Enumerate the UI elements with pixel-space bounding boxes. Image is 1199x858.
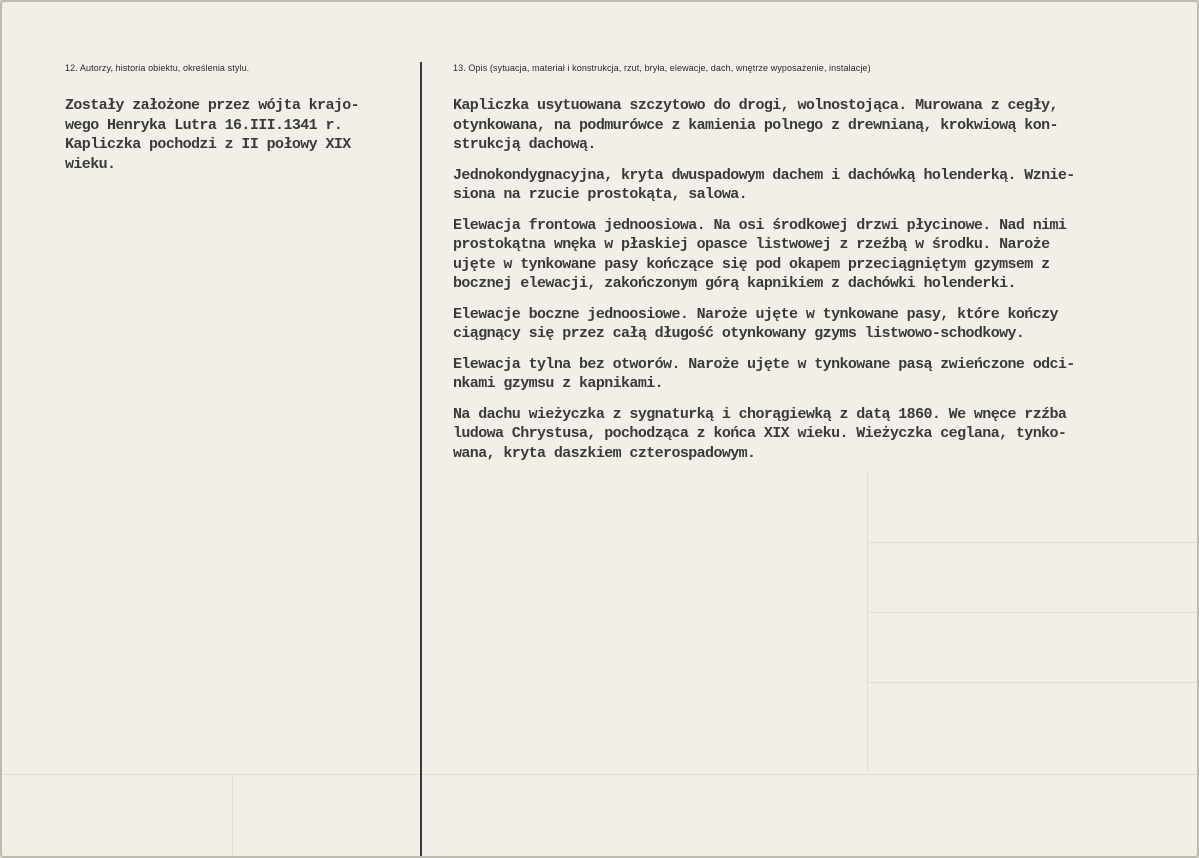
text-line: otynkowana, na podmurówce z kamienia polnego z drewnianą, krokwiową kon- bbox=[453, 116, 1058, 134]
text-line: ciągnący się przez całą długość otynkowany gzyms listwowo-schodkowy. bbox=[453, 325, 1025, 342]
text-line: Elewacja frontowa jednoosiowa. Na osi środkowej drzwi płycinowe. Nad nimi bbox=[453, 216, 1067, 234]
field-13-text bbox=[453, 96, 1075, 474]
text-line: strukcją dachową. bbox=[453, 136, 596, 153]
text-line: wana, kryta daszkiem czterospadowym. bbox=[453, 444, 756, 462]
field-12-label: 12. Autorzy, historia obiektu, określenia stylu. bbox=[65, 63, 250, 73]
text-line: Na dachu wieżyczka z sygnaturką i chorągiewką z datą 1860. We wnęce rzźba bbox=[453, 405, 1067, 423]
field-13-label: 13. Opis (sytuacja, materiał i konstrukcja, rzut, bryła, elewacje, dach, wnętrze wyposażenie, instalacje) bbox=[453, 63, 871, 73]
text-line: Zostały założone przez wójta krajo- bbox=[65, 97, 360, 114]
column-divider bbox=[420, 62, 422, 858]
bleed-through-line bbox=[232, 774, 233, 858]
text-line: Elewacje boczne jednoosiowe. Naroże ujęte w tynkowane pasy, które kończy bbox=[453, 305, 1058, 323]
bleed-through-line bbox=[867, 542, 1199, 543]
field-12-text bbox=[65, 96, 359, 174]
bleed-through-line bbox=[2, 774, 1199, 775]
text-line: bocznej elewacji, zakończonym górą kapnikiem z dachówki holenderki. bbox=[453, 275, 1016, 292]
text-line: wego Henryka Lutra 16.III.1341 r. bbox=[65, 116, 343, 134]
bleed-through-line bbox=[867, 472, 868, 772]
description-paragraph bbox=[453, 166, 1075, 205]
bleed-through-line bbox=[867, 612, 1199, 613]
text-line: ujęte w tynkowane pasy kończące się pod okapem przeciągniętym gzymsem z bbox=[453, 255, 1050, 273]
text-line: Kapliczka pochodzi z II połowy XIX bbox=[65, 136, 351, 153]
text-line: nkami gzymsu z kapnikami. bbox=[453, 375, 664, 392]
description-paragraph bbox=[453, 96, 1075, 155]
text-line: prostokątna wnęka w płaskiej opasce listwowej z rzeźbą w środku. Naroże bbox=[453, 236, 1050, 253]
description-paragraph bbox=[453, 405, 1075, 464]
description-paragraph bbox=[453, 305, 1075, 344]
description-paragraph bbox=[453, 216, 1075, 294]
bleed-through-line bbox=[867, 682, 1199, 683]
text-line: Elewacja tylna bez otworów. Naroże ujęte w tynkowane pasą zwieńczone odci- bbox=[453, 355, 1075, 373]
text-line: Jednokondygnacyjna, kryta dwuspadowym dachem i dachówką holenderką. Wznie- bbox=[453, 166, 1075, 184]
text-line: Kapliczka usytuowana szczytowo do drogi, wolnostojąca. Murowana z cegły, bbox=[453, 97, 1058, 114]
description-paragraph bbox=[453, 355, 1075, 394]
text-line: siona na rzucie prostokąta, salowa. bbox=[453, 186, 748, 203]
text-line: wieku. bbox=[65, 155, 116, 173]
text-line: ludowa Chrystusa, pochodząca z końca XIX wieku. Wieżyczka ceglana, tynko- bbox=[453, 425, 1067, 442]
